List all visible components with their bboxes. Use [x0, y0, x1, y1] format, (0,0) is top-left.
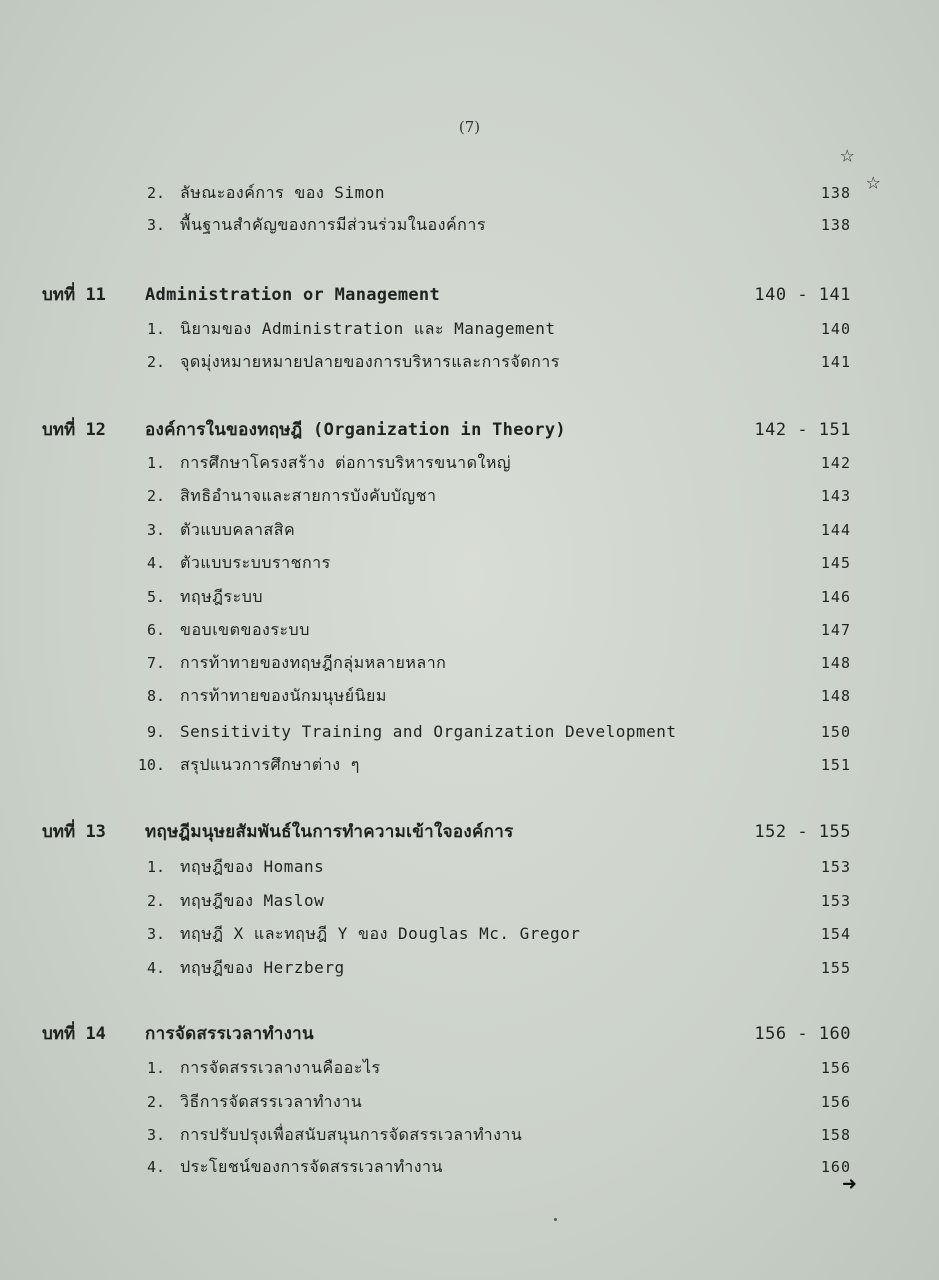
entry-title: ตัวแบบคลาสสิค	[180, 520, 296, 539]
entry-page: 156	[820, 1093, 851, 1111]
chapter-pages: 140 - 141	[754, 285, 851, 305]
entry-number: 5.	[146, 588, 165, 606]
chapter-title: Administration or Management	[145, 285, 440, 305]
entry-page: 148	[820, 654, 851, 672]
entry-page: 153	[820, 892, 851, 910]
toc-entry	[0, 348, 939, 376]
entry-page: 146	[820, 588, 851, 606]
toc-entry	[0, 516, 939, 544]
entry-number: 9.	[146, 723, 165, 741]
entry-title: ทฤษฎี X และทฤษฎี Y ของ Douglas Mc. Gregor	[180, 924, 581, 943]
toc-entry	[0, 682, 939, 710]
entry-title: วิธีการจัดสรรเวลาทำงาน	[180, 1092, 363, 1111]
chapter-title: ทฤษฎีมนุษยสัมพันธ์ในการทำความเข้าใจองค์การ	[145, 822, 514, 842]
entry-title: พื้นฐานสำคัญของการมีส่วนร่วมในองค์การ	[180, 215, 486, 234]
entry-number: 3.	[146, 1126, 165, 1144]
toc-entry	[0, 887, 939, 915]
entry-number: 2.	[146, 184, 165, 202]
star-outline-icon: ☆	[840, 140, 855, 168]
chapter-title: องค์การในของทฤษฎี (Organization in Theory)	[145, 420, 566, 440]
entry-number: 8.	[146, 687, 165, 705]
entry-title: การท้าทายของทฤษฎีกลุ่มหลายหลาก	[180, 653, 447, 672]
entry-page: 153	[820, 858, 851, 876]
chapter-heading	[0, 817, 939, 847]
toc-entry	[0, 616, 939, 644]
entry-page: 155	[820, 959, 851, 977]
chapter-heading	[0, 1019, 939, 1049]
chapter-heading	[0, 280, 939, 310]
star-outline-icon: ☆	[866, 167, 881, 195]
chapter-label: บทที่ 14	[42, 1024, 106, 1044]
page-number: (7)	[458, 118, 481, 136]
toc-entry	[0, 449, 939, 477]
entry-number: 3.	[146, 216, 165, 234]
chapter-pages: 152 - 155	[754, 822, 851, 842]
entry-title: การจัดสรรเวลางานคืออะไร	[180, 1058, 381, 1077]
entry-number: 4.	[146, 959, 165, 977]
entry-title: จุดมุ่งหมายหมายปลายของการบริหารและการจัดการ	[180, 352, 560, 371]
toc-entry	[0, 649, 939, 677]
entry-number: 7.	[146, 654, 165, 672]
entry-number: 3.	[146, 925, 165, 943]
chapter-label: บทที่ 13	[42, 822, 106, 842]
entry-page: 156	[820, 1059, 851, 1077]
entry-number: 1.	[146, 454, 165, 472]
entry-number: 6.	[146, 621, 165, 639]
toc-entry	[0, 1088, 939, 1116]
chapter-heading	[0, 415, 939, 445]
entry-page: 148	[820, 687, 851, 705]
entry-page: 158	[820, 1126, 851, 1144]
entry-title: การปรับปรุงเพื่อสนับสนุนการจัดสรรเวลาทำงาน	[180, 1125, 523, 1144]
entry-page: 142	[820, 454, 851, 472]
toc-entry	[0, 718, 939, 746]
toc-entry	[0, 1054, 939, 1082]
entry-number: 2.	[146, 353, 165, 371]
entry-number: 3.	[146, 521, 165, 539]
entry-title: ขอบเขตของระบบ	[180, 620, 310, 639]
entry-title: Sensitivity Training and Organization Development	[180, 722, 677, 741]
toc-entry	[0, 853, 939, 881]
entry-title: ทฤษฎีระบบ	[180, 587, 264, 606]
entry-title: การท้าทายของนักมนุษย์นิยม	[180, 686, 387, 705]
chapter-label: บทที่ 12	[42, 420, 106, 440]
toc-entry	[0, 751, 939, 779]
entry-title: การศึกษาโครงสร้าง ต่อการบริหารขนาดใหญ่	[180, 453, 512, 472]
toc-entry	[0, 1153, 939, 1181]
entry-page: 138	[820, 184, 851, 202]
entry-page: 145	[820, 554, 851, 572]
toc-entry	[0, 954, 939, 982]
entry-number: 4.	[146, 554, 165, 572]
entry-page: 151	[820, 756, 851, 774]
entry-number: 1.	[146, 320, 165, 338]
paper-speck	[554, 1218, 557, 1221]
entry-page: 140	[820, 320, 851, 338]
entry-page: 150	[820, 723, 851, 741]
entry-title: สรุปแนวการศึกษาต่าง ๆ	[180, 755, 360, 774]
toc-entry	[0, 1121, 939, 1149]
toc-entry	[0, 549, 939, 577]
entry-page: 147	[820, 621, 851, 639]
entry-page: 141	[820, 353, 851, 371]
toc-entry	[0, 583, 939, 611]
toc-entry	[0, 315, 939, 343]
entry-number: 2.	[146, 892, 165, 910]
entry-title: สิทธิอำนาจและสายการบังคับบัญชา	[180, 486, 437, 505]
chapter-title: การจัดสรรเวลาทำงาน	[145, 1024, 314, 1044]
toc-entry	[0, 920, 939, 948]
toc-entry	[0, 482, 939, 510]
chapter-pages: 156 - 160	[754, 1024, 851, 1044]
entry-title: ตัวแบบระบบราชการ	[180, 553, 331, 572]
entry-title: ประโยชน์ของการจัดสรรเวลาทำงาน	[180, 1157, 443, 1176]
entry-title: ทฤษฎีของ Herzberg	[180, 958, 345, 977]
entry-number: 1.	[146, 1059, 165, 1077]
chapter-label: บทที่ 11	[42, 285, 106, 305]
toc-entry	[0, 179, 939, 207]
entry-page: 154	[820, 925, 851, 943]
toc-entry	[0, 211, 939, 239]
entry-number: 1.	[146, 858, 165, 876]
arrow-right-icon: ➜	[842, 1170, 857, 1198]
entry-page: 143	[820, 487, 851, 505]
entry-number: 2.	[146, 487, 165, 505]
entry-page: 144	[820, 521, 851, 539]
entry-number: 10.	[137, 756, 165, 774]
entry-number: 2.	[146, 1093, 165, 1111]
entry-title: ทฤษฎีของ Maslow	[180, 891, 325, 910]
entry-title: นิยามของ Administration และ Management	[180, 319, 556, 338]
entry-title: ลัษณะองค์การ ของ Simon	[180, 183, 385, 202]
entry-page: 138	[820, 216, 851, 234]
entry-number: 4.	[146, 1158, 165, 1176]
entry-title: ทฤษฎีของ Homans	[180, 857, 325, 876]
chapter-pages: 142 - 151	[754, 420, 851, 440]
entry-page: 160	[820, 1158, 851, 1176]
